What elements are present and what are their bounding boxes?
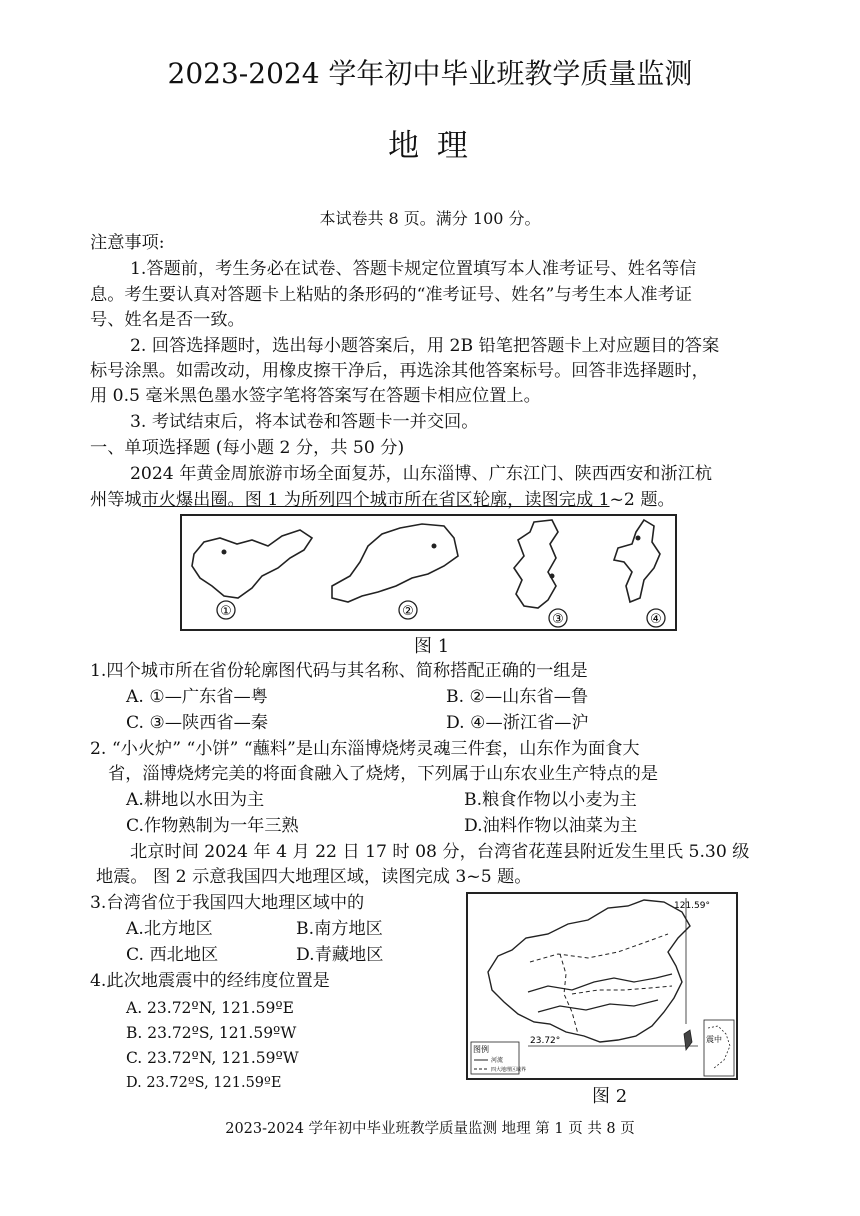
option-c: C. 23.72ºN, 121.59ºW (126, 1049, 299, 1067)
option-b: B.粮食作物以小麦为主 (464, 790, 637, 810)
longitude-label: 121.59° (674, 901, 710, 911)
notice-line: 1.答题前，考生务必在试卷、答题卡规定位置填写本人准考证号、姓名等信 (130, 259, 697, 279)
province-outline-guangdong (332, 524, 458, 602)
city-dot (550, 574, 555, 579)
region-boundary-line (572, 986, 672, 994)
figure-2-china-regions-map (466, 892, 738, 1080)
exam-info: 本试卷共 8 页。满分 100 分。 (319, 209, 541, 228)
figure-1-label: ② (402, 604, 414, 619)
option-d: D. 23.72ºS, 121.59ºE (126, 1075, 282, 1091)
option-b: B.南方地区 (296, 919, 383, 939)
question-stem: 省，淄博烧烤完美的将面食融入了烧烤，下列属于山东农业生产特点的是 (108, 764, 659, 784)
province-outline-shaanxi (514, 520, 558, 608)
option-a: A. ①—广东省—粤 (126, 687, 268, 707)
exam-title: 2023-2024 学年初中毕业班教学质量监测 (167, 57, 693, 90)
notice-line: 标号涂黑。如需改动，用橡皮擦干净后，再选涂其他答案标号。回答非选择题时， (90, 361, 709, 381)
river-line (528, 974, 672, 992)
option-a: A. 23.72ºN, 121.59ºE (126, 999, 294, 1017)
intro-text: 2024 年黄金周旅游市场全面复苏，山东淄博、广东江门、陕西西安和浙江杭 (130, 464, 713, 484)
city-dot (222, 550, 227, 555)
section-heading: 一、单项选择题 (每小题 2 分，共 50 分) (90, 438, 405, 458)
legend-boundary: 四大地理区域界 (491, 1067, 527, 1073)
figure-2-caption: 图 2 (592, 1086, 628, 1107)
intro-text: 州等城市火爆出圈。图 1 为所列四个城市所在省区轮廓，读图完成 1~2 题。 (90, 490, 675, 510)
figure-1-province-outlines (180, 514, 677, 631)
notice-line: 2. 回答选择题时，选出每小题答案后，用 2B 铅笔把答题卡上对应题目的答案 (130, 336, 720, 356)
notice-heading: 注意事项: (90, 233, 165, 253)
region-boundary-line (560, 954, 578, 1034)
intro-text: 地震。 图 2 示意我国四大地理区域，读图完成 3~5 题。 (96, 867, 532, 887)
china-map-svg (468, 894, 736, 1078)
notice-line: 3. 考试结束后，将本试卷和答题卡一并交回。 (130, 412, 479, 432)
province-outlines-svg (182, 516, 675, 629)
question-stem: 2. “小火炉” “小饼” “蘸料”是山东淄博烧烤灵魂三件套，山东作为面食大 (90, 739, 640, 759)
figure-1-label: ① (220, 604, 232, 619)
subject-title: 地 理 (388, 128, 472, 164)
inset-label: 震中 (706, 1035, 722, 1044)
option-d: D. ④—浙江省—沪 (446, 713, 589, 733)
option-d: D.油料作物以油菜为主 (464, 816, 638, 836)
question-stem: 4.此次地震震中的经纬度位置是 (90, 971, 330, 991)
option-c: C. 西北地区 (126, 945, 219, 965)
province-outline-ningxia (614, 520, 660, 602)
page-footer: 2023-2024 学年初中毕业班教学质量监测 地理 第 1 页 共 8 页 (225, 1121, 635, 1137)
china-outline (488, 900, 690, 1042)
option-c: C. ③—陕西省—秦 (126, 713, 268, 733)
city-dot (432, 544, 437, 549)
question-stem: 3.台湾省位于我国四大地理区域中的 (90, 893, 365, 913)
notice-line: 息。考生要认真对答题卡上粘贴的条形码的“准考证号、姓名”与考生本人准考证 (90, 285, 692, 305)
region-boundary-line (530, 934, 668, 962)
option-b: B. ②—山东省—鲁 (446, 687, 589, 707)
option-d: D.青藏地区 (296, 945, 384, 965)
taiwan-outline (684, 1030, 692, 1050)
intro-text: 北京时间 2024 年 4 月 22 日 17 时 08 分，台湾省花莲县附近发生里氏 5.30 级 (130, 842, 750, 862)
option-a: A.北方地区 (126, 919, 213, 939)
question-stem: 1.四个城市所在省份轮廓图代码与其名称、简称搭配正确的一组是 (90, 661, 588, 681)
legend-title: 图例 (473, 1045, 489, 1054)
city-dot (636, 536, 641, 541)
province-outline-shandong (192, 530, 312, 598)
latitude-label: 23.72° (530, 1036, 561, 1046)
river-line (538, 1000, 658, 1012)
option-b: B. 23.72ºS, 121.59ºW (126, 1024, 297, 1042)
figure-1-caption: 图 1 (414, 636, 450, 657)
notice-line: 号、姓名是否一致。 (90, 310, 245, 330)
notice-line: 用 0.5 毫米黑色墨水签字笔将答案写在答题卡相应位置上。 (90, 386, 541, 406)
option-c: C.作物熟制为一年三熟 (126, 816, 299, 836)
figure-1-label: ④ (650, 612, 662, 627)
option-a: A.耕地以水田为主 (126, 790, 265, 810)
legend-river: 河流 (491, 1057, 504, 1064)
figure-1-label: ③ (552, 612, 564, 627)
